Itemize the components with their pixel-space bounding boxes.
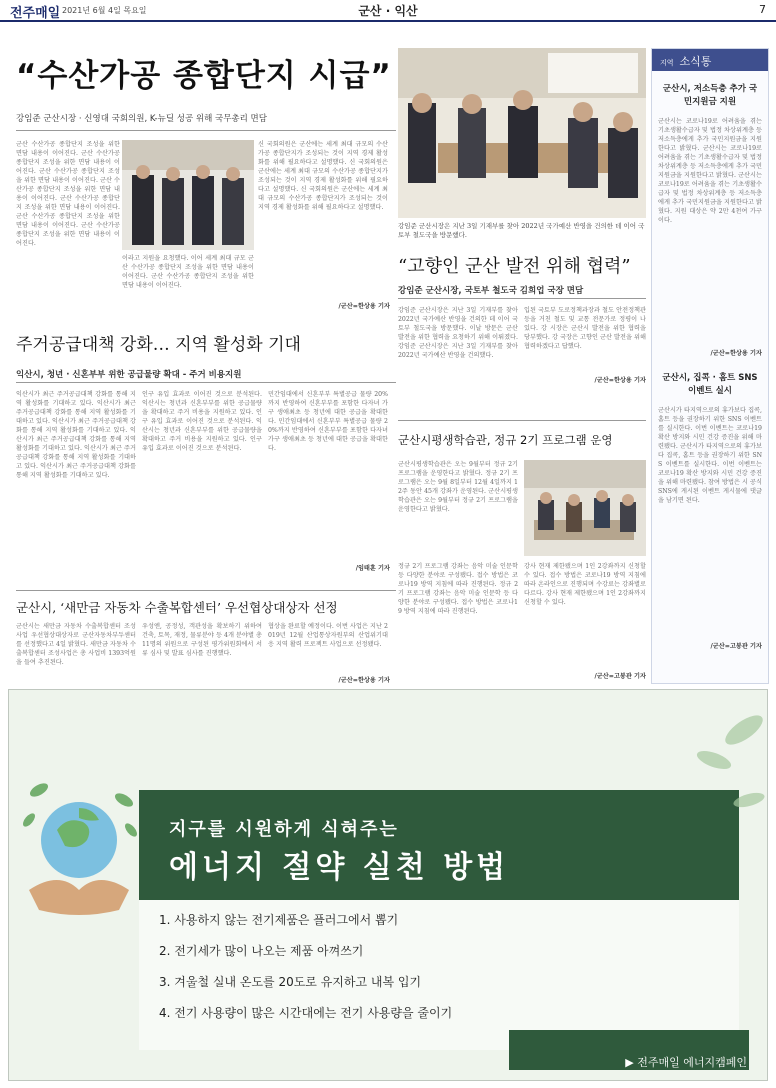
article5-body-col2: 우성엔, 공정성, 객관성을 확보하기 위하여 건축, 토목, 재정, 물류분야 등 4개 분야별 총 11명의 위원으로 구성된 평가위원회에서 서류 심사 및 발표 심사를 진행했다. [142,623,262,657]
article4-body-col1: 군산시평생학습관은 오는 9월부터 정규 2기 프로그램을 운영한다고 밝혔다. 정규 2기 프로그램은 오는 9월 8일부터 12월 4일까지 12주 동안 45개 강좌가 운영된다. 군산시평생학습관은 오는 9월부터 정규 2기 프로그램을 운영한다고 밝혔다. [398,461,518,513]
sidebar-item1-body: 군산시는 코로나19로 어려움을 겪는 기초생활수급자 및 법정 차상위계층 등 저소득층에게 추가 국민지원금을 지원한다고 밝혔다. 군산시는 코로나19로 어려움을 겪는 기초생활수급자 및 법정 차상위계층 등 저소득층에게 추가 국민지원금을 지원한다고 밝혔다. 군산시는 코로나19로 어려움을 겪는 기초생활수급자 및 법정 차상위계층 등 저소득층에게 추가 국민지원금을 지원한다고 밝혔다. 지원 대상은 약 2만 4천여 가구이다. [658,118,762,224]
divider [16,590,396,591]
ad-footer: ▶ 전주매일 에너지캠페인 [625,1056,747,1069]
sidebar-item2-body: 군산시가 타지역으로의 휴가보다 집콕, 홈트 등을 권장하기 위한 SNS 이벤트를 실시한다. 이번 이벤트는 코로나19 확산 방지와 시민 건강 증진을 위해 마련됐다. 군산시가 타지역으로의 휴가보다 집콕, 홈트 등을 권장하기 위한 SNS 이벤트를 실시한다. 이번 이벤트는 코로나19 확산 방지와 시민 건강 증진을 위해 마련됐다. 참여 방법은 시 공식 SNS에 게시된 이벤트 게시물에 댓글을 남기면 된다. [658,407,762,504]
newspaper-logo: 전주매일 [10,6,61,21]
sidebar-header-title: 소식통 [679,55,712,68]
sidebar-item1-title: 군산시, 저소득층 추가 국민지원금 지원 [662,84,758,107]
sidebar-item2-title: 군산시, 집콕 · 홈트 SNS 이벤트 실시 [662,373,758,396]
article4-body-col2: 정규 2기 프로그램 강좌는 음악 미술 인문학 등 다양한 분야로 구성됐다. 접수 방법은 코로나19 방역 지침에 따라 진행된다. 정규 2기 프로그램 강좌는 음악 미술 인문학 등 다양한 분야로 구성됐다. 접수 방법은 코로나19 방역 지침에 따라 진행된다. [398,563,518,615]
ad-title-line1: 지구를 시원하게 식혀주는 [169,819,399,840]
article4-body-col3: 강사 현재 제한됐으며 1인 2강좌까지 신청할 수 있다. 접수 방법은 코로나19 방역 지침에 따라 온라인으로 진행되며 수강료는 강좌별로 다르다. 강사 현재 제한됐으며 1인 2강좌까지 신청할 수 있다. [524,563,646,606]
page-number: 7 [759,3,766,16]
article1-photo [122,140,254,250]
article1-body-col2: 이라고 지원을 요청했다. 이어 세계 최대 규모 군산 수산가공 종합단지 조성을 위한 면담 내용이 이어진다. 군산 수산가공 종합단지 조성을 위한 면담 내용이 이어진다. [122,255,254,289]
divider [16,382,396,383]
ad-title-line2: 에너지 절약 실천 방법 [169,850,510,885]
divider [16,130,396,131]
article2-headline: “고향인 군산 발전 위해 협력” [398,256,631,277]
article3-byline: /임태훈 기자 [355,565,390,572]
article1-byline: /군산=한상용 기자 [338,303,390,310]
article3-body-col3: 민간임대에서 신혼부부 특별공급 물량 20%까지 반영하여 신혼부부를 포함한 다자녀 가구 생애최초 등 청년에 대한 공급을 확대한다. 민간임대에서 신혼부부 특별공급 물량 20%까지 반영하여 신혼부부를 포함한 다자녀 가구 생애최초 등 청년에 대한 공급을 확대한다. [268,391,388,452]
article3-body-col1: 익산시가 최근 주거공급대책 강화를 통해 지역 활성화를 기대하고 있다. 익산시가 최근 주거공급대책 강화를 통해 지역 활성화를 기대하고 있다. 익산시가 최근 주거공급대책 강화를 통해 지역 활성화를 기대하고 있다. 익산시가 최근 주거공급대책 강화를 통해 지역 활성화를 기대하고 있다. 익산시가 최근 주거공급대책 강화를 통해 지역 활성화를 기대하고 있다. 익산시가 최근 주거공급대책 강화를 통해 지역 활성화를 기대하고 있다. [16,391,136,479]
article3-body-col2: 인구 유입 효과로 이어진 것으로 분석된다. 익산시는 청년과 신혼부부를 위한 공급물량을 확대하고 주거 비용을 지원하고 있다. 인구 유입 효과로 이어진 것으로 분석된다. 익산시는 청년과 신혼부부를 위한 공급물량을 확대하고 주거 비용을 지원하고 있다. 인구 유입 효과로 이어진 것으로 분석된다. [142,391,262,452]
article5-byline: /군산=한상용 기자 [338,677,390,684]
issue-date: 2021년 6월 4일 목요일 [62,6,147,15]
article4-headline: 군산시평생학습관, 정규 2기 프로그램 운영 [398,433,613,447]
article2-body-col2: 입된 국토부 도로정책과장과 철도 안전정책관 등을 거친 철도 및 교통 전문가로 정평이 나 있다. 강 시장은 군산시 발전을 위한 협력을 당부했다. 강 국장은 고향인 군산 발전을 위해 협력하겠다고 답했다. [524,307,646,350]
sidebar-item2-byline: /군산=고봉관 기자 [710,643,762,650]
sidebar-header-small: 지역 [660,59,674,67]
article5-body-col1: 군산시는 새만금 자동차 수출복합센터 조성사업 우선협상대상자로 군산자동차부두센터를 선정했다고 4일 밝혔다. 새만금 자동차 수출복합센터 조성사업은 총 사업비 1393억원을 들여 추진된다. [16,623,136,666]
article5-headline: 군산시, ‘새만금 자동차 수출복합센터’ 우선협상대상자 선정 [16,600,338,615]
divider [398,298,646,299]
ad-tip: 1. 사용하지 않는 전기제품은 플러그에서 뽑기 [159,913,399,927]
article1-body-col3: 신 국회의원은 군산에는 세계 최대 규모의 수산가공 종합단지가 조성되는 것이 지역 경제 활성화를 위해 필요하다고 설명했다. 신 국회의원은 군산에는 세계 최대 규모의 수산가공 종합단지가 조성되는 것이 지역 경제 활성화를 위해 필요하다고 설명했다. 신 국회의원은 군산에는 세계 최대 규모의 수산가공 종합단지가 조성되는 것이 지역 경제 활성화를 위해 필요하다고 설명했다. [258,141,388,211]
article3-headline: 주거공급대책 강화… 지역 활성화 기대 [16,335,301,355]
article4-byline: /군산=고봉관 기자 [594,673,646,680]
article1-headline: “수산가공 종합단지 시급” [16,58,392,94]
ad-tip: 3. 겨울철 실내 온도를 20도로 유지하고 내복 입기 [159,975,422,989]
local-news-sidebar [651,48,769,684]
ad-tip: 4. 전기 사용량이 많은 시간대에는 전기 사용량을 줄이기 [159,1006,453,1020]
article5-body-col3: 협상을 완료할 예정이다. 이번 사업은 지난 2019년 12월 산업통상자원부의 산업위기대응 지역 활력 프로젝트 사업으로 선정됐다. [268,623,388,648]
ad-tip: 2. 전기세가 많이 나오는 제품 아껴쓰기 [159,944,364,958]
section-title: 군산 · 익산 [358,4,418,18]
article2-photo [398,48,646,218]
article2-body-col1: 강임준 군산시장은 지난 3일 기재부를 찾아 2022년 국가예산 반영을 건의한 데 이어 국토부 철도국을 방문했다. 이날 방문은 군산 발전을 위한 협력을 요청하기 위해 이뤄졌다. 강임준 군산시장은 지난 3일 기재부를 찾아 2022년 국가예산 반영을 건의했다. [398,307,518,359]
article3-subhead: 익산시, 청년 · 신혼부부 위한 공급물량 확대 - 주거 비용지원 [16,370,242,380]
article2-byline: /군산=한상용 기자 [594,377,646,384]
article2-caption: 강임준 군산시장은 지난 3일 기재부를 찾아 2022년 국가예산 반영을 건의한 데 이어 국토부 철도국을 방문했다. [398,222,645,239]
article1-subhead: 강임준 군산시장 · 신영대 국회의원, K-뉴딜 성공 위해 국무총리 면담 [16,114,267,124]
article2-subhead: 강임준 군산시장, 국토부 철도국 김희업 국장 면담 [398,286,584,296]
article1-body-col1: 군산 수산가공 종합단지 조성을 위한 면담 내용이 이어진다. 군산 수산가공 종합단지 조성을 위한 면담 내용이 이어진다. 군산 수산가공 종합단지 조성을 위한 면담 내용이 이어진다. 군산 수산가공 종합단지 조성을 위한 면담 내용이 이어진다. 군산 수산가공 종합단지 조성을 위한 면담 내용이 이어진다. 군산 수산가공 종합단지 조성을 위한 면담 내용이 이어진다. 군산 수산가공 종합단지 조성을 위한 면담 내용이 이어진다. [16,141,120,247]
masthead [0,0,776,22]
divider [398,420,646,421]
energy-campaign-ad [8,689,768,1081]
sidebar-item1-byline: /군산=한상용 기자 [710,350,762,357]
sidebar-header [652,49,768,71]
ad-tips-list [159,905,452,1029]
article4-photo [524,460,646,556]
